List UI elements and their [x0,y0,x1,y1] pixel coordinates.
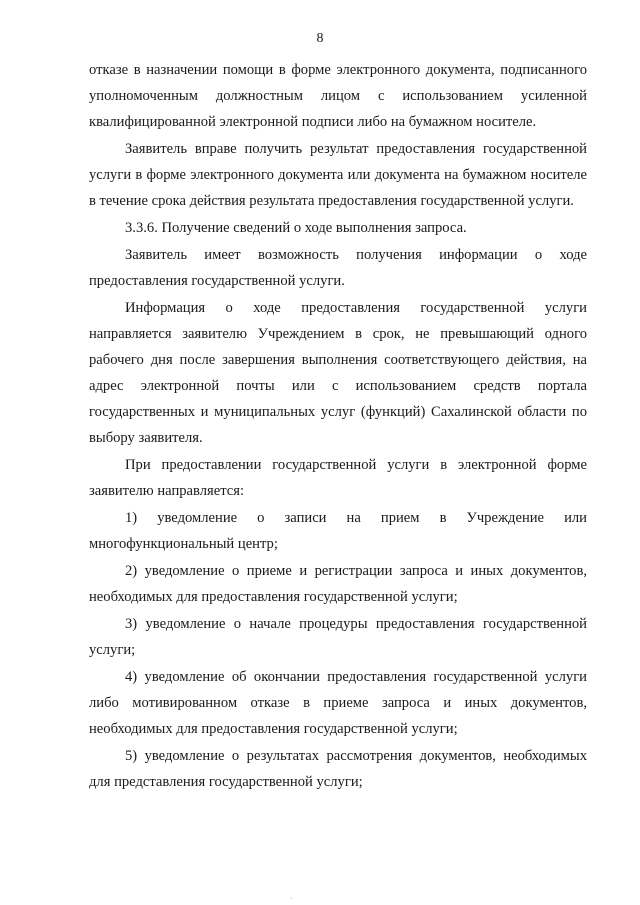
scan-speck: · [290,894,293,903]
paragraph-info-sent: Информация о ходе предоставления государственной услуги направляется заявителю Учреждением в срок, не превышающий одного рабочего дня после завершения выполнения соответствующего действия, на адрес электронной почты или с использованием средств портала государственных и муниципальных услуг (функций) Сахалинской области по выбору заявителя. [89,300,587,446]
section-heading-3-3-6: 3.3.6. Получение сведений о ходе выполнения запроса. [125,220,467,236]
list-item-4: 4) уведомление об окончании предоставления государственной услуги либо мотивированном отказе в приеме запроса и иных документов, необходимых для предоставления государственной услуги; [89,669,587,737]
paragraph-info-possibility: Заявитель имеет возможность получения информации о ходе предоставления государственной услуги. [89,247,587,289]
paragraph-electronic-form: При предоставлении государственной услуги в электронной форме заявителю направляется: [89,457,587,499]
list-item-1: 1) уведомление о записи на прием в Учреждение или многофункциональный центр; [89,510,587,552]
document-body [89,57,587,795]
paragraph-continuation: отказе в назначении помощи в форме электронного документа, подписанного уполномоченным должностным лицом с использованием усиленной квалифицированной электронной подписи либо на бумажном носителе. [89,62,587,130]
page-number: 8 [316,31,324,46]
list-item-3: 3) уведомление о начале процедуры предоставления государственной услуги; [89,616,587,658]
list-item-2: 2) уведомление о приеме и регистрации запроса и иных документов, необходимых для предоставления государственной услуги; [89,563,587,605]
list-item-5: 5) уведомление о результатах рассмотрения документов, необходимых для представления государственной услуги; [89,748,587,790]
paragraph-result-right: Заявитель вправе получить результат предоставления государственной услуги в форме электронного документа или документа на бумажном носителе в течение срока действия результата предоставления государственной услуги. [89,141,587,209]
